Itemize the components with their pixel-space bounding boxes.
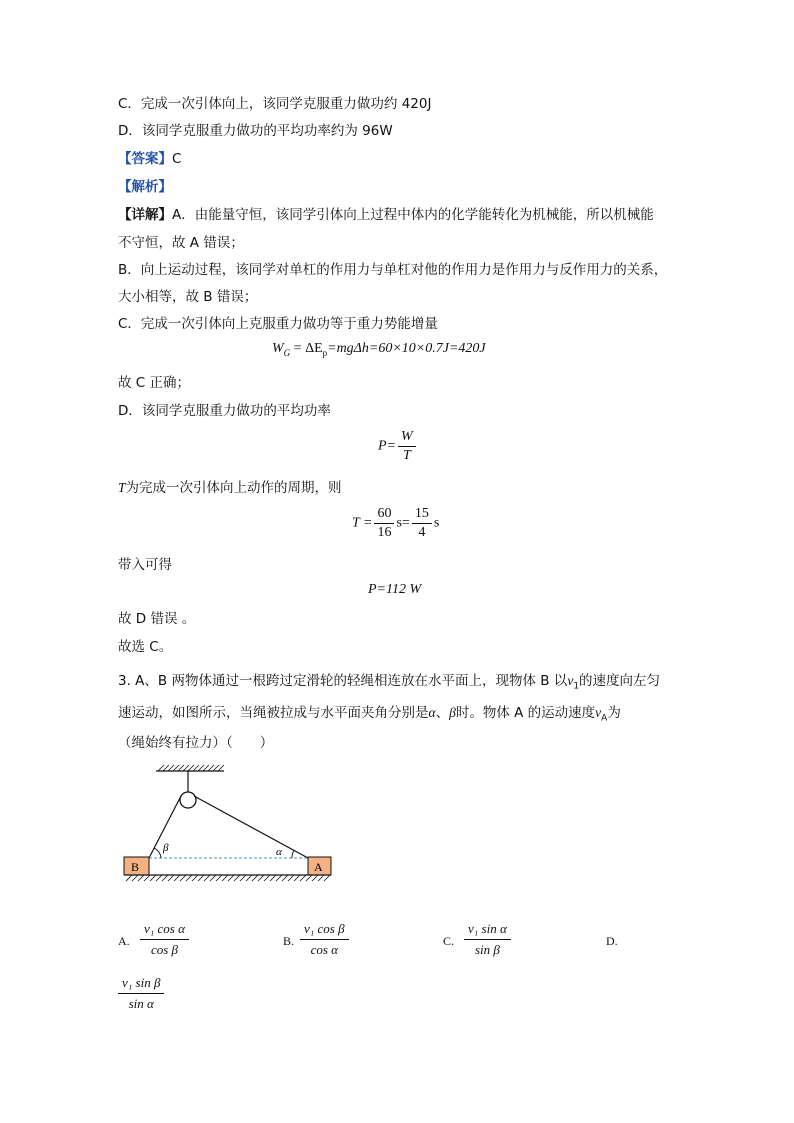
substitute-line: 带入可得 bbox=[118, 557, 172, 573]
option-c-line: C．完成一次引体向上，该同学克服重力做功约 420J bbox=[118, 96, 432, 112]
work-mid-sub: p bbox=[322, 347, 328, 358]
alpha-label: α bbox=[276, 846, 282, 858]
period-den2: 4 bbox=[418, 525, 426, 540]
detail-c-line2: 故 C 正确； bbox=[118, 375, 191, 391]
result-equation bbox=[368, 582, 421, 598]
q3-line2 bbox=[118, 703, 621, 729]
period-lhs: T = bbox=[352, 515, 373, 531]
period-desc-line bbox=[118, 478, 342, 498]
power-num: W bbox=[398, 428, 416, 447]
period-num1: 60 bbox=[374, 505, 394, 524]
block-b-label: B bbox=[131, 860, 140, 874]
detail-b-line2: 大小相等，故 B 错误； bbox=[118, 289, 258, 305]
option-b-den: cos α bbox=[310, 942, 338, 957]
option-a-num: v₁ cos α bbox=[140, 919, 189, 940]
detail-a-text1: A．由能量守恒，该同学引体向上过程中体内的化学能转化为机械能，所以机械能 bbox=[172, 207, 654, 223]
option-a-den: cos β bbox=[150, 942, 178, 957]
q3-line2-text: 速运动，如图所示，当绳被拉成与水平面夹角分别是 bbox=[118, 705, 429, 721]
rope-to-a bbox=[194, 796, 308, 858]
option-c-num: v₁ sin α bbox=[464, 919, 511, 940]
option-d-den: sin α bbox=[128, 996, 154, 1011]
block-a-label: A bbox=[314, 860, 323, 874]
option-a-fraction bbox=[140, 919, 189, 960]
option-b-fraction bbox=[300, 919, 349, 960]
q3-va-sub: A bbox=[601, 713, 608, 724]
answer-line bbox=[118, 149, 181, 169]
period-desc: 为完成一次引体向上动作的周期，则 bbox=[125, 480, 342, 496]
option-c-den: sin β bbox=[474, 942, 500, 957]
option-b-letter: B. bbox=[283, 934, 295, 948]
option-c-letter: C. bbox=[443, 934, 455, 948]
power-den: T bbox=[402, 448, 411, 463]
q3-line1 bbox=[118, 671, 660, 697]
power-lhs: P= bbox=[378, 438, 396, 454]
period-unit2: s bbox=[433, 515, 440, 531]
option-d-fraction bbox=[118, 973, 164, 1014]
work-mid: = ΔE bbox=[290, 341, 323, 356]
d-wrong-line: 故 D 错误 。 bbox=[118, 611, 196, 627]
ground-hatch bbox=[126, 875, 330, 881]
q3-line1-tail: 的速度向左匀 bbox=[579, 673, 661, 689]
q3-line1-text: 3. A、B 两物体通过一根跨过定滑轮的轻绳相连放在水平面上，现物体 B 以 bbox=[118, 673, 568, 689]
work-equation bbox=[272, 341, 486, 358]
period-num2: 15 bbox=[412, 505, 432, 524]
detail-a-line2: 不守恒，故 A 错误； bbox=[118, 235, 244, 251]
option-d-line: D．该同学克服重力做功的平均功率约为 96W bbox=[118, 123, 393, 139]
period-den1: 16 bbox=[377, 525, 392, 540]
detail-label: 【详解】 bbox=[118, 207, 172, 223]
period-symbol: T bbox=[118, 480, 126, 495]
choose-line: 故选 C。 bbox=[118, 639, 173, 655]
detail-a-line1 bbox=[118, 205, 654, 225]
q3-beta: β bbox=[449, 705, 456, 720]
option-b-num: v₁ cos β bbox=[300, 919, 349, 940]
pulley-wheel bbox=[180, 792, 196, 808]
q3-alpha: α bbox=[428, 705, 436, 720]
period-fraction-2 bbox=[412, 505, 432, 542]
beta-arc bbox=[154, 848, 161, 858]
q3-va-symbol: v bbox=[595, 705, 602, 720]
alpha-arc bbox=[292, 850, 294, 858]
period-equation bbox=[352, 505, 439, 542]
q3-line2-end: 为 bbox=[607, 705, 621, 721]
analysis-line bbox=[118, 177, 172, 197]
answer-label: 【答案】 bbox=[118, 151, 172, 167]
power-equation bbox=[378, 428, 418, 465]
result-value: P=112 W bbox=[368, 582, 422, 597]
ceiling-hatch bbox=[156, 765, 224, 771]
option-a-letter: A. bbox=[118, 934, 130, 948]
option-c-fraction bbox=[464, 919, 511, 960]
work-rhs: =mgΔh=60×10×0.7J=420J bbox=[327, 341, 486, 356]
q3-v-symbol: v bbox=[567, 673, 574, 688]
answer-value: C bbox=[172, 151, 182, 167]
work-lhs-sub: G bbox=[283, 347, 291, 358]
detail-c-line1: C．完成一次引体向上克服重力做功等于重力势能增量 bbox=[118, 316, 438, 332]
q3-sep: 、 bbox=[435, 705, 450, 721]
detail-b-line1: B．向上运动过程，该同学对单杠的作用力与单杠对他的作用力是作用力与反作用力的关系， bbox=[118, 262, 668, 278]
period-fraction-1 bbox=[374, 505, 394, 542]
power-fraction bbox=[398, 428, 416, 465]
option-d-num: v₁ sin β bbox=[118, 973, 164, 994]
detail-d-line1: D．该同学克服重力做功的平均功率 bbox=[118, 403, 331, 419]
q3-line2-tail: 时。物体 A 的运动速度 bbox=[455, 705, 596, 721]
option-d-letter: D. bbox=[606, 934, 618, 948]
q3-line3: （绳始终有拉力）（ ） bbox=[118, 735, 274, 751]
pulley-diagram bbox=[118, 755, 338, 890]
q3-v-sub: 1 bbox=[573, 681, 580, 692]
beta-label: β bbox=[163, 842, 169, 854]
analysis-label: 【解析】 bbox=[118, 179, 172, 195]
work-lhs: W bbox=[272, 341, 284, 356]
period-unit1: s= bbox=[396, 515, 410, 531]
